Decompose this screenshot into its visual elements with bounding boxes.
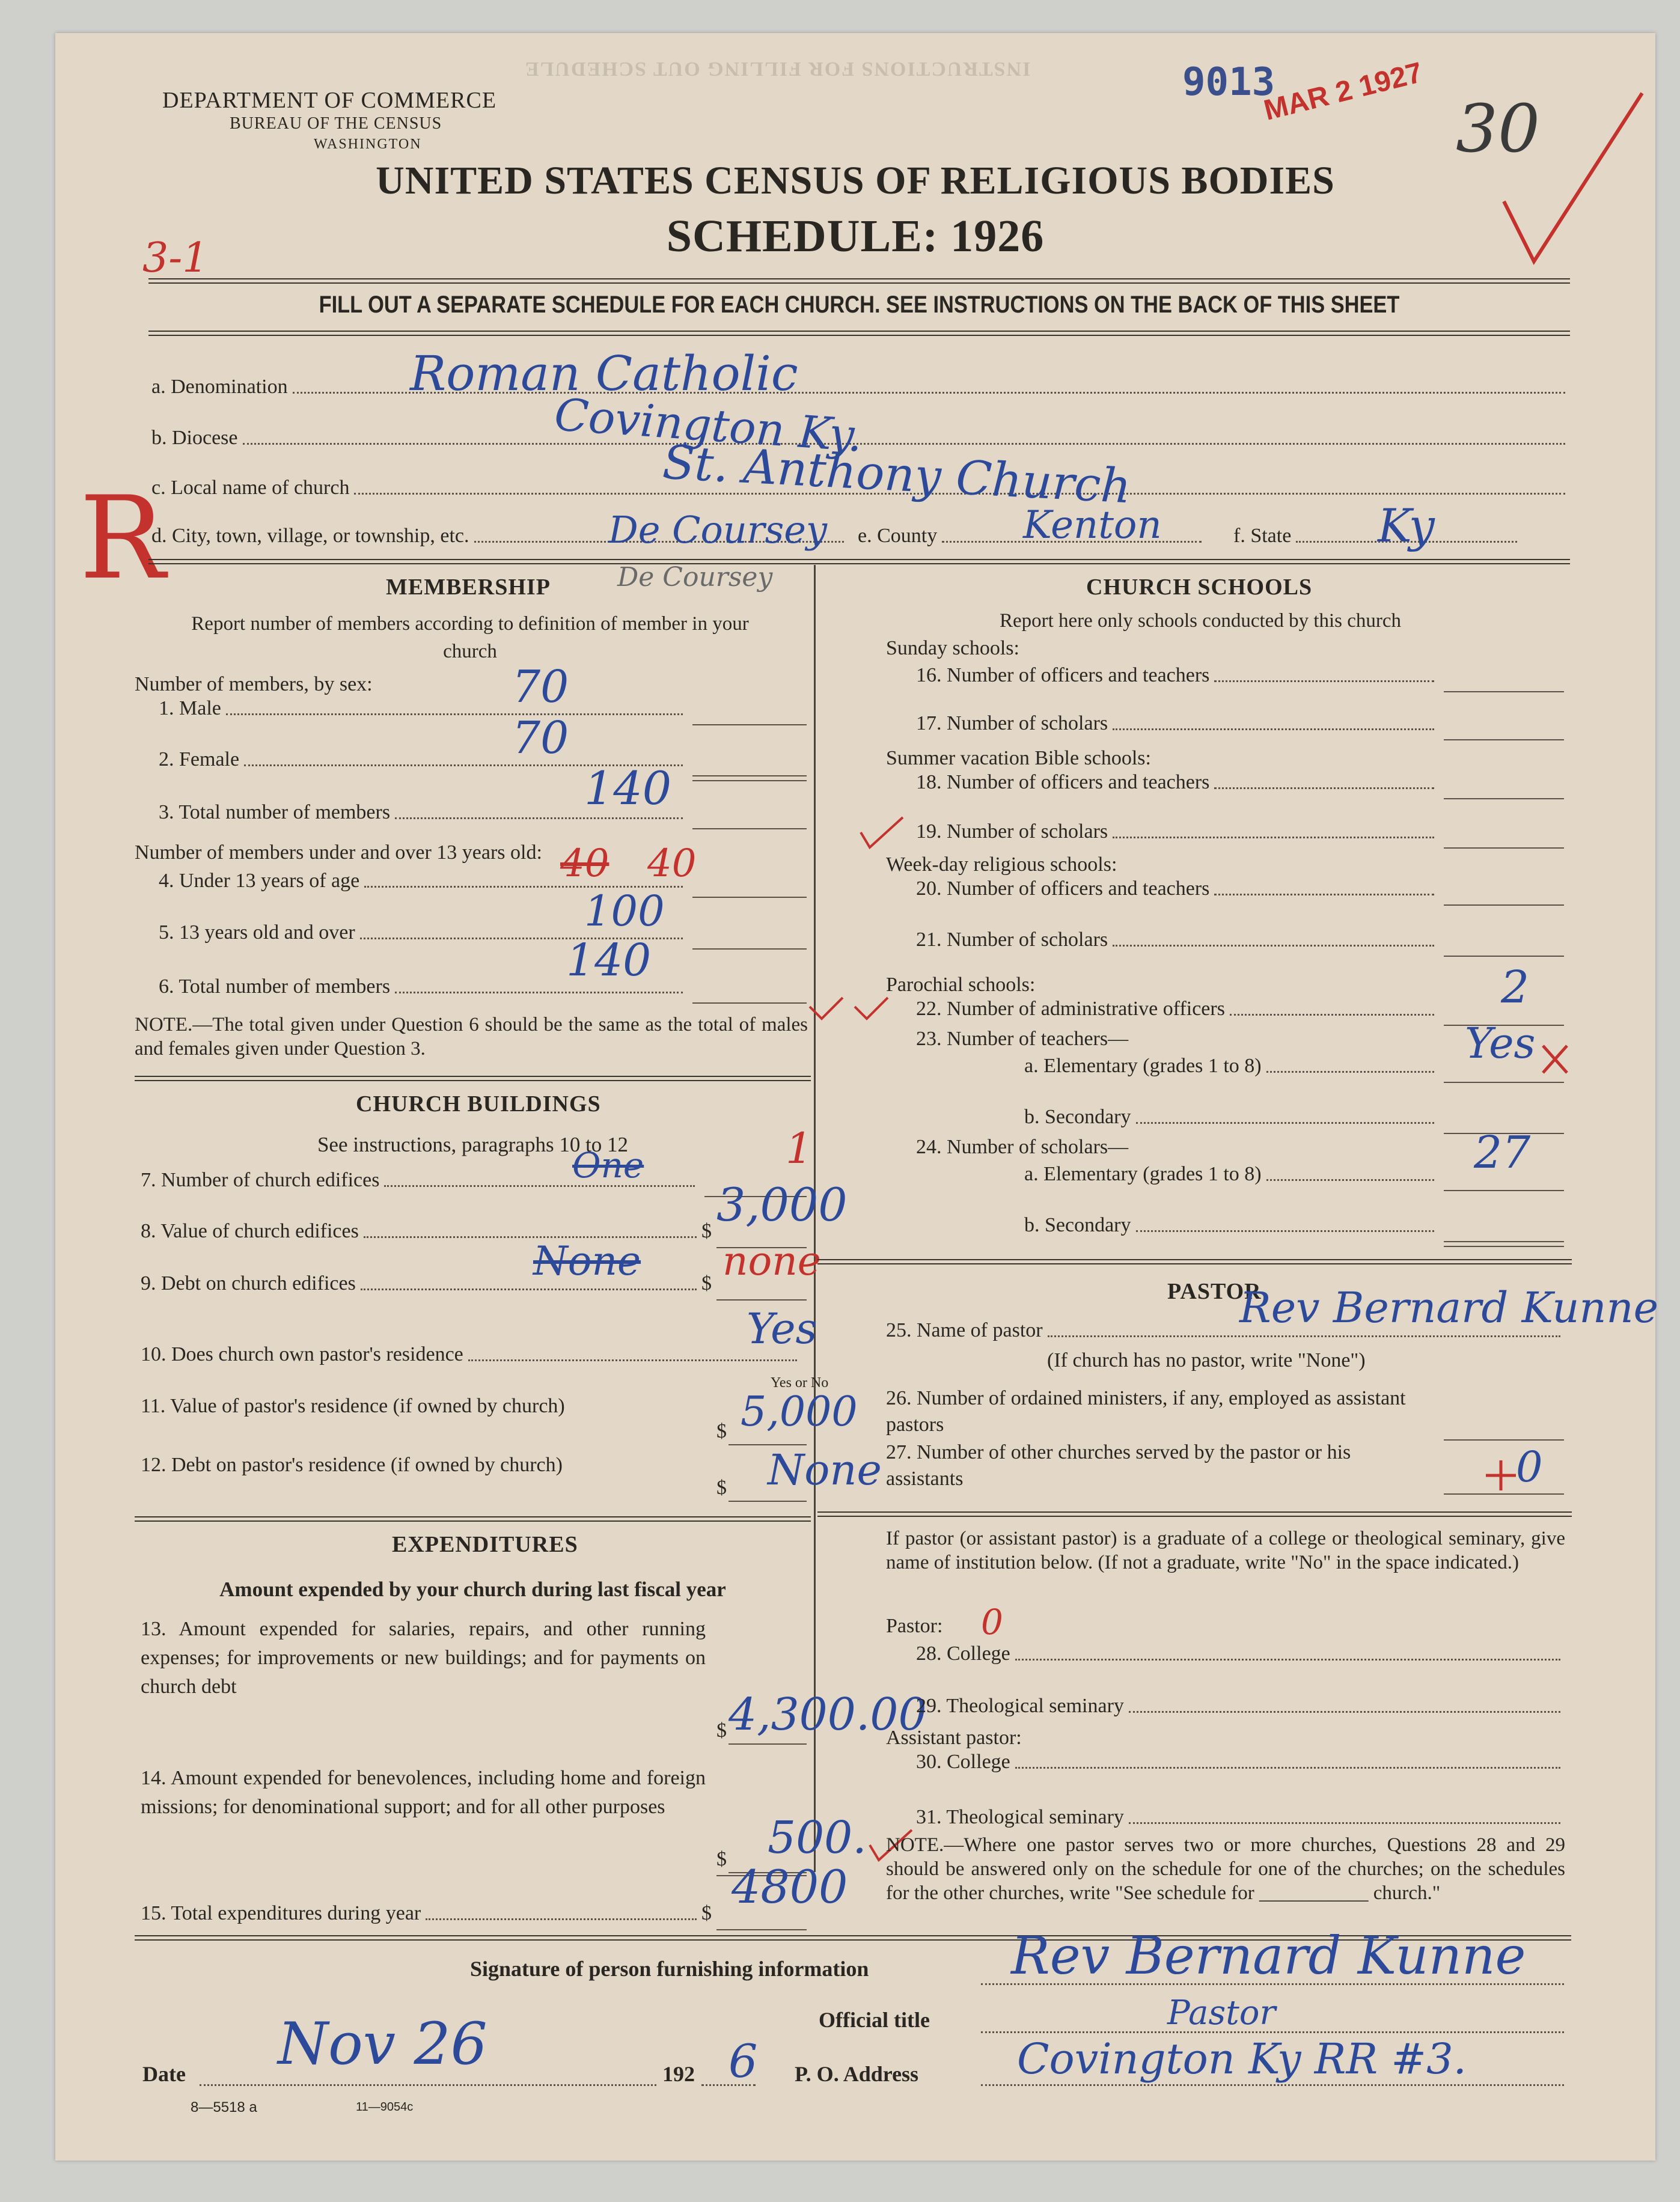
q1-value[interactable]: 70 [512, 661, 569, 713]
q28-row: 28. College [916, 1642, 1565, 1665]
expenditures-title: EXPENDITURES [392, 1532, 578, 1557]
schools-subtitle: Report here only schools conducted by this church [999, 610, 1402, 632]
check-mark-icon [858, 814, 906, 856]
year-prefix: 192 [662, 2062, 695, 2086]
form-number: 8—5518 a [191, 2099, 257, 2115]
q25-value[interactable]: Rev Bernard Kunne [1239, 1283, 1659, 1332]
q9-value-corrected: none [722, 1238, 821, 1284]
q30-row: 30. College [916, 1751, 1565, 1773]
by-sex-heading: Number of members, by sex: [135, 673, 373, 695]
print-number: 11—9054c [356, 2100, 414, 2114]
signature-value[interactable]: Rev Bernard Kunne [1011, 1926, 1526, 1986]
q6-value[interactable]: 140 [566, 935, 652, 986]
q15-value[interactable]: 4800 [732, 1860, 848, 1914]
address-label: P. O. Address [795, 2062, 919, 2086]
q8-row: 8. Value of church edifices $ [141, 1220, 712, 1242]
expenditures-subtitle: Amount expended by your church during last fiscal year [219, 1578, 726, 1601]
official-title-value[interactable]: Pastor [1167, 1993, 1276, 2033]
bleed-through-text: INSTRUCTIONS FOR FILLING OUT SCHEDULE [524, 58, 1031, 80]
year-value[interactable]: 6 [729, 2034, 758, 2088]
q7-row: 7. Number of church edifices [141, 1169, 700, 1192]
form-instruction: FILL OUT A SEPARATE SCHEDULE FOR EACH CHURCH. SEE INSTRUCTIONS ON THE BACK OF THIS SHEET [319, 291, 1400, 318]
census-schedule-sheet: INSTRUCTIONS FOR FILLING OUT SCHEDULE DEPARTMENT OF COMMERCE BUREAU OF THE CENSUS WASHINGTON 9013 MAR 2 1927 30 UNITED STATES CENSUS OF RELIGIOUS BODIES SCHEDULE: 1926 3-1 FILL OUT A SEPARATE SCHEDULE FOR EACH CHURCH. SEE INSTRUCTIONS ON THE BACK OF THIS SHEET R a. Denomination Roman Catholic b. Diocese Covington Ky. c. Local name of church St. Anthony Church d. City, town, village, or township, etc. De Coursey e. County Kenton f. State Ky MEMBERSHIP De Coursey Report number of members according to definition of member in your church Number of members, by sex: 1. Male 70 2. Female 70 3. Total number of members 140 Number of members under and over 13 years old: 4. Under 13 years of age 40 40 5. 13 years old and over 100 6. Total number of members 140 NOTE.—The total given under Question 6 should be the same as the total of males and females given under Question 3. CHURCH BUILDINGS See instructions, paragraphs 10 to 12 7. Number of church edifices One 1 8. Value of church edifices $ 3,000 9. Debt on church edifices $ None none 10. Does church own pastor's residence Yes Yes or No 11. Value of pastor's residence (if owned by church) $ 5,000 12. Debt on pastor's residence (if owned by church) $ None EXPENDITURES Amount expended by your church during last fiscal year 13. Amount expended for salaries, repairs, and other running expenses; for improvements or new buildings; and for payments on church debt $ 4,300.00 14. Amount expended for benevolences, including home and foreign missions; for denominational support; and for all other purposes $ 500. 15. Total expenditures during year $ 4800 CHURCH SCHOOLS Report here only schools conducted by this church Sunday schools: 16. Number of officers and teachers 17. Number of scholars Summer vacation Bible schools: 18. Number of officers and teachers 19. Number of scholars Week-day religious schools: 20. Number of officers and teachers 21. Number of scholars Parochial schools: 22. Number of administrative officers 2 23. Number of teachers— a. Elementary (grades 1 to 8) Yes b. Secondary 24. Number of scholars— a. Elementary (grades 1 to 8) 27 b. Secondary PASTOR 25. Name of pastor Rev Bernard Kunne (If church has no pastor, write "None") 26. Number of ordained ministers, if any, employed as assistant pastors 27. Number of other churches served by the pastor or his assistants 0 If pastor (or assistant pastor) is a graduate of a college or theological seminary, give name of institution below. (If not a graduate, write "No" in the space indicated.) Pastor: 0 28. College 29. Theological seminary Assistant pastor: 30. College 31. Theological seminary NOTE.—Where one pastor serves two or more churches, Questions 28 and 29 should be answered only on the schedule for one of the churches; on the schedules for the other churches, write "See schedule for ___________ church." Signature of person furnishing information Rev Bernard Kunne Official title Pastor Date Nov 26 192 6 P. O. Address Covington Ky RR #3. 8—5518 a 11—9054c [55, 33, 1655, 2161]
q11-label: 11. Value of pastor's residence (if owned by church) [141, 1395, 565, 1417]
q27-label: 27. Number of other churches served by the pastor or his assistants [886, 1441, 1351, 1490]
state-row: f. State [1233, 525, 1522, 547]
diocese-row: b. Diocese [151, 427, 1570, 450]
pastor-note: NOTE.—Where one pastor serves two or more churches, Questions 28 and 29 should be answered only on the schedule for one of the churches; on the schedules for the other churches, write "See schedule for ___________ church." [886, 1834, 1565, 1904]
cross-mark-icon [1480, 1457, 1522, 1493]
pastor-grad-value[interactable]: 0 [981, 1602, 1003, 1642]
q12-label: 12. Debt on pastor's residence (if owned by church) [141, 1454, 563, 1476]
q22-value[interactable]: 2 [1501, 962, 1530, 1013]
schools-title: CHURCH SCHOOLS [1086, 575, 1313, 600]
dept-name: DEPARTMENT OF COMMERCE [162, 88, 497, 113]
top-rule [148, 278, 1570, 284]
q16-row: 16. Number of officers and teachers [916, 664, 1439, 687]
q25-hint: (If church has no pastor, write "None") [1047, 1349, 1366, 1371]
church-name-value[interactable]: St. Anthony Church [661, 435, 1132, 514]
q19-row: 19. Number of scholars [916, 820, 1439, 843]
received-stamp: MAR 2 1927 [1260, 56, 1426, 127]
serial-number: 9013 [1182, 60, 1275, 105]
q1-row: 1. Male [159, 697, 688, 720]
q25-row: 25. Name of pastor [886, 1319, 1565, 1342]
official-title-label: Official title [819, 2008, 930, 2032]
q11-value[interactable]: 5,000 [741, 1388, 858, 1436]
q2-value[interactable]: 70 [512, 712, 569, 764]
q6-row: 6. Total number of members [159, 975, 688, 998]
buildings-rule [135, 1516, 811, 1522]
membership-rule [135, 1076, 811, 1081]
weekday-heading: Week-day religious schools: [886, 853, 1117, 876]
q8-value[interactable]: 3,000 [716, 1178, 848, 1231]
q24a-row: a. Elementary (grades 1 to 8) [1024, 1163, 1439, 1186]
q31-row: 31. Theological seminary [916, 1806, 1565, 1829]
pastor-title: PASTOR [1167, 1279, 1262, 1304]
handwritten-R: R [79, 472, 166, 605]
q24b-row: b. Secondary [1024, 1214, 1439, 1237]
check-mark-icon [807, 995, 891, 1025]
membership-title-note: De Coursey [617, 562, 773, 593]
q24-label: 24. Number of scholars— [916, 1136, 1129, 1158]
q5-row: 5. 13 years old and over [159, 921, 688, 944]
cross-mark-icon [1540, 1043, 1570, 1076]
q3-value[interactable]: 140 [584, 761, 672, 815]
q7-value-corrected: 1 [786, 1124, 813, 1173]
q4-value[interactable]: 40 [647, 841, 697, 886]
denomination-row: a. Denomination [151, 376, 1570, 398]
membership-title: MEMBERSHIP [386, 575, 551, 600]
q23a-row: a. Elementary (grades 1 to 8) [1024, 1055, 1439, 1078]
q13-label: 13. Amount expended for salaries, repairs, and other running expenses; for improvements or new buildings; and for payments on church debt [141, 1618, 706, 1698]
q23b-row: b. Secondary [1024, 1106, 1439, 1129]
q3-row: 3. Total number of members [159, 801, 688, 824]
diocese-value[interactable]: Covington Ky. [552, 389, 864, 462]
county-value[interactable]: Kenton [1023, 503, 1162, 547]
form-title: UNITED STATES CENSUS OF RELIGIOUS BODIES [376, 159, 1335, 203]
bureau-city: WASHINGTON [314, 136, 422, 152]
q4-row: 4. Under 13 years of age [159, 870, 688, 892]
q4-value-old: 40 [560, 841, 609, 886]
parochial-heading: Parochial schools: [886, 974, 1036, 996]
buildings-subtitle: See instructions, paragraphs 10 to 12 [317, 1133, 629, 1156]
q29-row: 29. Theological seminary [916, 1695, 1565, 1718]
membership-subtitle: Report number of members according to definition of member in your church [191, 613, 749, 662]
form-schedule-year: SCHEDULE: 1926 [666, 211, 1045, 261]
handwritten-3-1: 3-1 [142, 234, 209, 282]
county-row: e. County [858, 525, 1206, 547]
q17-row: 17. Number of scholars [916, 712, 1439, 735]
signature-label: Signature of person furnishing information [470, 1957, 869, 1981]
q22-row: 22. Number of administrative officers [916, 998, 1439, 1020]
pastor-rule [817, 1511, 1572, 1517]
q18-row: 18. Number of officers and teachers [916, 771, 1439, 794]
q10-row: 10. Does church own pastor's residence [141, 1343, 802, 1366]
denomination-value[interactable]: Roman Catholic [410, 346, 798, 401]
q9-row: 9. Debt on church edifices $ [141, 1272, 712, 1295]
city-row: d. City, town, village, or township, etc. [151, 525, 849, 547]
q26-label: 26. Number of ordained ministers, if any, employed as assistant pastors [886, 1387, 1406, 1436]
schools-rule [817, 1259, 1572, 1264]
graduate-note: If pastor (or assistant pastor) is a graduate of a college or theological seminary, give name of institution below. (If not a graduate, write "No" in the space indicated.) [886, 1528, 1565, 1573]
state-value[interactable]: Ky [1378, 499, 1435, 552]
assistant-label: Assistant pastor: [886, 1727, 1022, 1749]
age-heading: Number of members under and over 13 years old: [135, 841, 542, 864]
q9-value[interactable]: None [533, 1238, 641, 1284]
date-label: Date [142, 2062, 186, 2086]
q15-row: 15. Total expenditures during year $ [141, 1902, 712, 1924]
city-value[interactable]: De Coursey [608, 508, 827, 552]
date-value[interactable]: Nov 26 [278, 2010, 487, 2078]
q5-value[interactable]: 100 [584, 886, 665, 936]
q7-value[interactable]: One [572, 1145, 644, 1186]
instruction-rule [148, 331, 1570, 336]
q14-value[interactable]: 500. [768, 1812, 867, 1864]
q12-value[interactable]: None [768, 1445, 882, 1495]
buildings-title: CHURCH BUILDINGS [356, 1091, 601, 1117]
q24a-value[interactable]: 27 [1474, 1127, 1531, 1179]
q23-label: 23. Number of teachers— [916, 1028, 1129, 1050]
q10-value[interactable]: Yes [747, 1304, 817, 1353]
q23a-value[interactable]: Yes [1465, 1019, 1536, 1068]
summer-heading: Summer vacation Bible schools: [886, 747, 1151, 769]
church-name-row: c. Local name of church [151, 477, 1570, 499]
address-value[interactable]: Covington Ky RR #3. [1017, 2034, 1467, 2084]
handwritten-30: 30 [1456, 90, 1540, 167]
sunday-heading: Sunday schools: [886, 637, 1019, 659]
membership-note: NOTE.—The total given under Question 6 should be the same as the total of males and females given under Question 3. [135, 1014, 808, 1060]
identity-rule [148, 559, 1570, 564]
pastor-label: Pastor: [886, 1615, 943, 1637]
q14-label: 14. Amount expended for benevolences, including home and foreign missions; for denominational support; and for all other purposes [141, 1767, 706, 1818]
q13-value[interactable]: 4,300.00 [729, 1689, 927, 1740]
bureau-name: BUREAU OF THE CENSUS [230, 114, 442, 133]
q27-value[interactable]: 0 [1516, 1442, 1543, 1492]
yes-no-hint: Yes or No [771, 1375, 829, 1391]
q21-row: 21. Number of scholars [916, 929, 1439, 951]
q2-row: 2. Female [159, 748, 688, 771]
q20-row: 20. Number of officers and teachers [916, 877, 1439, 900]
